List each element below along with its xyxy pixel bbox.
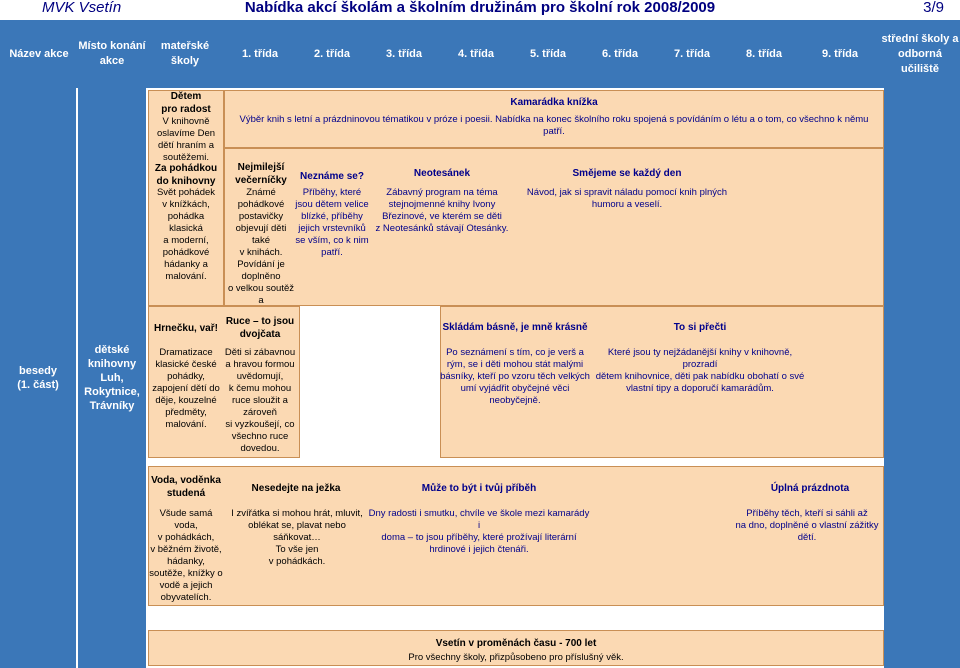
event-description: Návod, jak si spravit náladu pomocí knih plných humoru a veselí. — [526, 187, 728, 210]
column-header: 9. třída — [821, 47, 859, 60]
page-title: Nabídka akcí školám a školním družinám pro školní rok 2008/2009 — [244, 0, 716, 16]
event-description: Příběhy, které jsou dětem velice blízké, příběhy jejich vrstevníků se vším, co k nim patří. — [295, 187, 369, 258]
column-header: mateřské školy — [160, 40, 210, 67]
column-header: 3. třída — [385, 47, 423, 60]
column-header: Název akce — [9, 47, 69, 60]
event-title: Za pohádkou do knihovny — [154, 163, 218, 187]
event-description: Výběr knih s letní a prázdninovou tématikou v próze i poesii. Nabídka na konec školního roku spojená s povídáním o létu a o tom, co všechno k němu patří. — [239, 114, 869, 137]
event-title: Dětem pro radost — [161, 91, 211, 115]
event-description: Po seznámení s tím, co je verš a rým, se i děti mohou stát malými básníky, kteří po vzoru těch velkých umí vyjádřit obyčejné věci neobyčejně. — [440, 347, 590, 406]
event-description: Které jsou ty nejžádanější knihy v knihovně, prozradí dětem knihovnice, děti pak nabídku obohatí o své vlastní tipy a doporučí kamarádům. — [595, 347, 805, 394]
event-title: Smějeme se každý den — [572, 168, 682, 179]
event-description: Všude samá voda, v pohádkách, v běžném životě, hádanky, soutěže, knížky o vodě a jejich obyvatelích. — [149, 508, 223, 603]
row-name-cell — [0, 88, 76, 668]
event-description: Děti si zábavnou a hravou formou uvědomují, k čemu mohou ruce sloužit a zároveň si vyzkoušejí, co všechno ruce dovedou. — [224, 347, 296, 454]
event-title: Může to být i tvůj příběh — [421, 483, 537, 494]
event-title: Neotesánek — [413, 168, 471, 179]
event-title: Kamarádka knížka — [510, 97, 598, 108]
event-title: Úplná prázdnota — [770, 483, 850, 494]
event-description: V knihovně oslavíme Den dětí hraním a soutěžemi. — [156, 116, 216, 163]
event-description: Dny radosti i smutku, chvíle ve škole mezi kamarády i doma – to jsou příběhy, které prožívají literární hrdinové i jejich čtenáři. — [368, 508, 590, 555]
row-place-cell — [78, 88, 146, 668]
event-title: To si přečti — [673, 322, 727, 333]
event-title: Skládám básně, je mně krásně — [442, 322, 588, 333]
event-title: Voda, voděnka studená — [151, 475, 221, 499]
secondary-school-column — [884, 88, 960, 668]
column-header: 8. třída — [745, 47, 783, 60]
event-title: Ruce – to jsou dvojčata — [225, 316, 295, 340]
title-bar — [0, 0, 960, 20]
column-header: střední školy a odborná učiliště — [881, 32, 959, 75]
column-header: 4. třída — [457, 47, 495, 60]
event-description: Příběhy těch, kteří si sáhli až na dno, doplněné o vlastní zážitky dětí. — [735, 508, 879, 543]
event-title: Nejmilejší večerníčky — [235, 162, 287, 186]
event-description: Svět pohádek v knížkách, pohádka klasická a moderní, pohádkové hádanky a malování. — [156, 187, 216, 282]
brand-label: MVK Vsetín — [42, 0, 122, 16]
event-description: I zvířátka si mohou hrát, mluvit, oblékat se, plavat nebo sáňkovat… To vše jen v pohádkách. — [231, 508, 363, 567]
event-title: Hrnečku, vař! — [154, 323, 218, 334]
event-description: Pro všechny školy, přizpůsobeno pro příslušný věk. — [408, 652, 624, 663]
event-title: Vsetín v proměnách času - 700 let — [435, 638, 597, 649]
column-header-row — [0, 20, 960, 88]
column-header: 2. třída — [313, 47, 351, 60]
event-description: Známé pohádkové postavičky objevují děti také v knihách. Povídání je doplněno o velkou soutěž a — [227, 187, 294, 304]
page-number: 3/9 — [923, 0, 944, 16]
event-title: Nesedejte na ježka — [251, 483, 341, 494]
column-header: Místo konání akce — [78, 40, 146, 67]
vecernicky-desc-clip — [226, 187, 296, 304]
column-header: 7. třída — [673, 47, 711, 60]
column-header: 1. třída — [241, 47, 279, 60]
event-description: Zábavný program na téma stejnojmenné knihy Ivony Březinové, ve kterém se děti z Neotesánků stávají Otesánky. — [375, 187, 509, 234]
column-header: 6. třída — [601, 47, 639, 60]
column-header: 5. třída — [529, 47, 567, 60]
event-title: Neznáme se? — [300, 171, 364, 182]
row-place: dětské knihovny Luh, Rokytnice, Trávníky — [84, 344, 140, 412]
event-description: Dramatizace klasické české pohádky, zapojení dětí do děje, kouzelné předměty, malování. — [152, 347, 220, 430]
row-name: besedy (1. část) — [17, 365, 59, 391]
